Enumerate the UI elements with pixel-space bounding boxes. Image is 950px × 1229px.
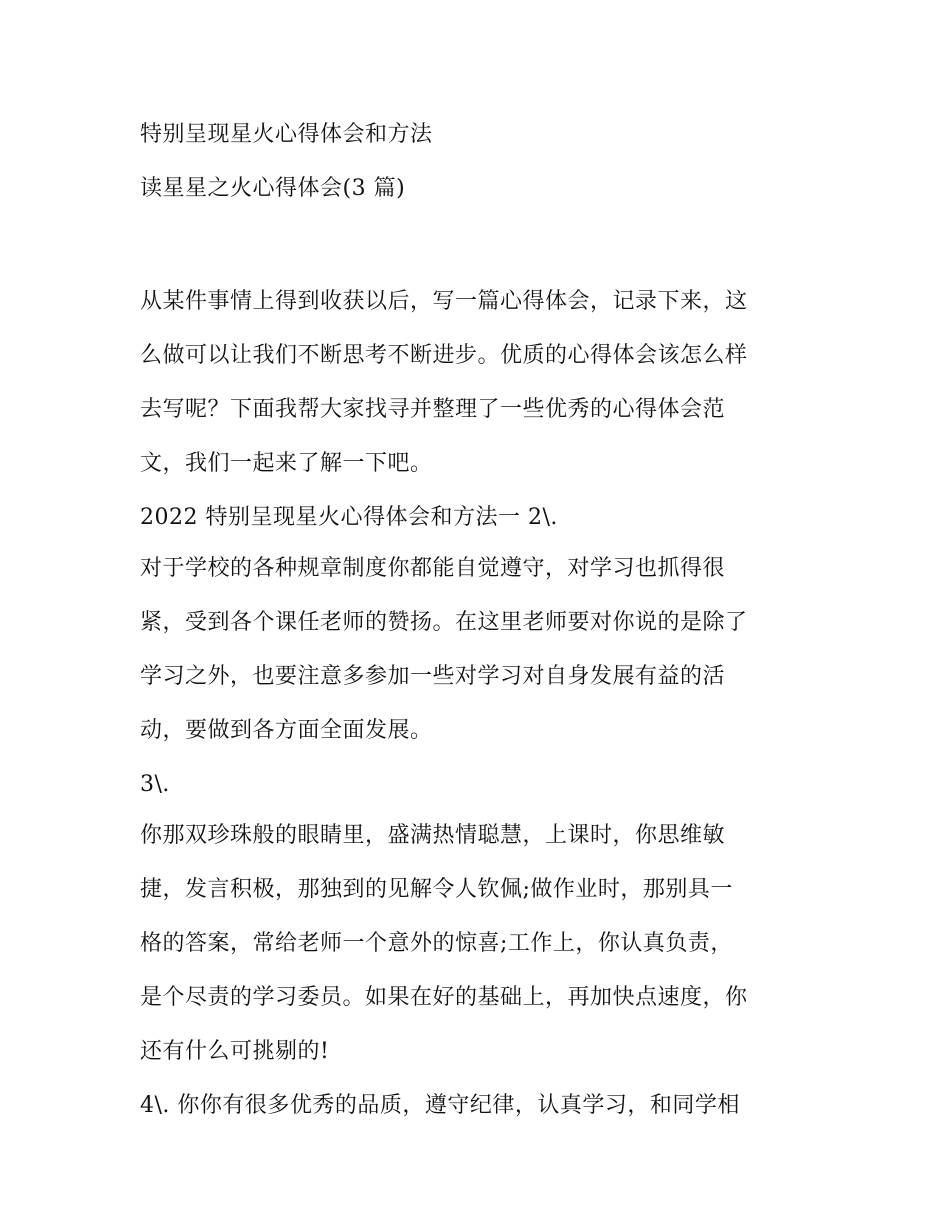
body-line: 对于学校的各种规章制度你都能自觉遵守，对学习也抓得很 bbox=[140, 556, 726, 581]
page-title bbox=[140, 108, 840, 216]
title-line-2: 读星星之火心得体会(3 篇) bbox=[140, 176, 406, 201]
body-line: 是个尽责的学习委员。如果在好的基础上，再加快点速度，你 bbox=[140, 985, 748, 1010]
body-line: 么做可以让我们不断思考不断进步。优质的心得体会该怎么样 bbox=[140, 343, 748, 368]
section-heading: 2022 特别呈现星火心得体会和方法一 2\. bbox=[140, 505, 558, 530]
body-line: 学习之外，也要注意多参加一些对学习对自身发展有益的活 bbox=[140, 664, 726, 689]
body-line: 紧，受到各个课任老师的赞扬。在这里老师要对你说的是除了 bbox=[140, 610, 748, 635]
body-line: 去写呢？下面我帮大家找寻并整理了一些优秀的心得体会范 bbox=[140, 397, 726, 422]
body-line: 4\. 你你有很多优秀的品质，遵守纪律，认真学习，和同学相 bbox=[140, 1093, 740, 1118]
document-body bbox=[140, 275, 820, 1133]
body-line: 捷，发言积极，那独到的见解令人钦佩;做作业时，那别具一 bbox=[140, 877, 733, 902]
body-line: 文，我们一起来了解一下吧。 bbox=[140, 451, 433, 476]
body-line: 你那双珍珠般的眼睛里，盛满热情聪慧，上课时，你思维敏 bbox=[140, 823, 726, 848]
body-line: 还有什么可挑剔的! bbox=[140, 1039, 330, 1064]
body-line: 动，要做到各方面全面发展。 bbox=[140, 718, 433, 743]
body-line: 从某件事情上得到收获以后，写一篇心得体会，记录下来，这 bbox=[140, 289, 748, 314]
title-line-1: 特别呈现星火心得体会和方法 bbox=[140, 122, 433, 147]
item-number: 3\. bbox=[140, 772, 170, 797]
body-line: 格的答案，常给老师一个意外的惊喜;工作上，你认真负责， bbox=[140, 931, 733, 956]
